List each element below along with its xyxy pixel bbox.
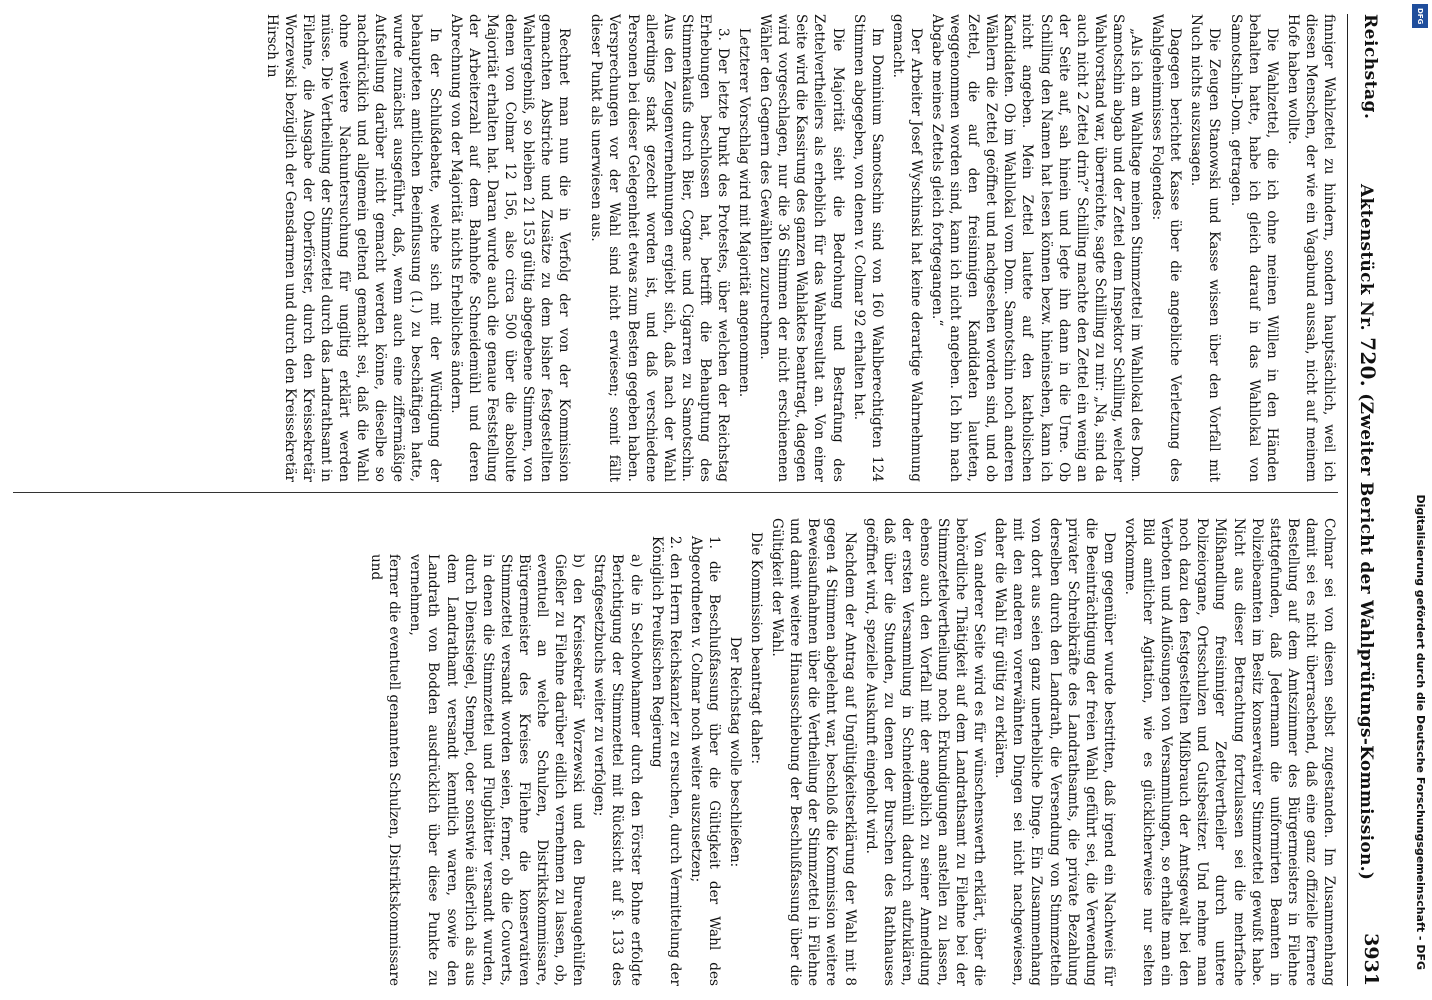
header-title — [1356, 184, 1380, 880]
list-item: a) die in Selchowhammer durch den Förster Bohne erfolgte Berichtigung der Stimmzettel mit Rücksicht auf §. 133 des Strafgesetzbuchs weiter zu verfolgen; — [591, 554, 644, 986]
paragraph: Dagegen berichtet Kasse über die angebliche Verletzung des Wahlgeheimnisses Folgendes: — [1149, 14, 1184, 482]
paragraph: „Als ich am Wahltage meinen Stimmzettel im Wahllokal des Dom. Samotschin abgab und der Zettel dem Inspektor Schilling, welcher Wahlvorstand war, überreichte, sagte Schilling zu mir: „Na, sind da auch nicht 2 Zettel drin?“ Schilling machte den Zettel ein wenig an der Seite auf, sah hinein und legte ihn dann in die Urne. Ob Schilling den Namen hat lesen können bezw. hineinsehen, kann ich nicht angeben. Mein Zettel lautete auf den katholischen Kandidaten. Ob im Wahllokal vom Dom. Samotschin noch anderen Wählern die Zettel geöffnet und nachgesehen worden sind, und ob Zettel, die auf den freisinnigen Kandidaten lauteten, weggenommen worden sind, kann ich nicht angeben. Ich bin nach Abgabe meines Zettels gleich fortgegangen.“ — [929, 14, 1145, 482]
paragraph: Die Wahlzettel, die ich ohne meinen Willen in den Händen behalten hatte, habe ich gleich darauf in das Wahllokal von Samotschin-Dom. getragen. — [1227, 14, 1280, 482]
paragraph: In der Schlußdebatte, welche sich mit der Würdigung der behaupteten amtlichen Beeinflussung (1.) zu beschäftigen hatte, wurde zunächst ausgeführt, daß, wenn auch eine ziffermäßige Aufstellung darüber nicht gemacht werden könne, dieselbe so nachdrücklich und allgemein geltend gemacht sei, daß die Wahl ohne weitere Nachuntersuchung für ungiltig erklärt werden müsse. Die Vertheilung der Stimmzettel durch das Landrathsamt in Filehne, die Ausgabe der Oberförster, durch den Kreissekretär Worzewski bezüglich der Gensdarmen und durch den Kreissekretär Hirsch in — [263, 14, 443, 482]
paragraph: Die Kommission beantragt daher: — [748, 532, 765, 765]
paragraph: Letzterer Vorschlag wird mit Majorität angenommen. — [736, 28, 753, 398]
list-item: ferner die eventuell genannten Schulzen, Distriktskommissare und — [368, 554, 403, 986]
paragraph: Der Arbeiter Josef Wyschinski hat keine derartige Wahrnehmung gemacht. — [889, 14, 924, 482]
header-title-text: (Zweiter Bericht der Wahlprüfungs-Kommission.) — [1356, 387, 1376, 881]
paragraph: Colmar sei von diesen selbst zugestanden. Im Zusammenhang damit sei es nicht überraschend, daß eine ganz offizielle fernere Bestellung auf dem Amtszimmer des Bürgermeisters in Filehne stattgefunden, daß Jedermann die uniformirten Beamten in Polizeibeamten im Besitz konservativer Stimmzettel gewußt habe. Nicht aus dieser Betrachtung fortzulassen sei die mehrfache Mißhandlung freisinniger Zettelvertheiler durch untere Polizeiorgane, Ortsschulzen und Gutsbesitzer. Und nehme man noch dazu den festgestellten Mißbrauch der Amtsgewalt bei den Verboten und Auflösungen von Versammlungen, so erhalte man ein Bild amtlicher Agitation, wie es glücklicherweise nur selten vorkomme. — [1121, 518, 1337, 986]
right-column — [13, 518, 1338, 986]
column-divider — [13, 492, 1338, 493]
paragraph: Nachdem der Antrag auf Ungültigkeitserklärung der Wahl mit 8 gegen 4 Stimmen abgelehnt war, beschloß die Kommission weitere Beweisaufnahmen über die Vertheilung der Stimmzettel in Filehne und damit weitere Hinausschiebung der Beschlußfassung über die Gültigkeit der Wahl. — [769, 518, 858, 986]
paragraph: Von anderer Seite wird es für wünschenswerth erklärt, über die behördliche Thätigkeit auf dem Landrathsamt zu Filehne bei der Stimmzettelvertheilung noch Erkundigungen anstellen zu lassen, ebenso auch den Vorfall mit der angeblich zu seiner Anmeldung der ersten Versammlung in Schneidemühl dadurch aufzuklären, daß über die Stunden, zu denen der Burschen des Rathhauses geöffnet wird, spezielle Auskunft eingeholt wird. — [862, 518, 988, 986]
digitization-footer — [1410, 0, 1430, 1000]
header-title-prefix: Aktenstück Nr. — [1356, 184, 1376, 338]
page-number: 3931 — [1360, 933, 1382, 986]
header-rule — [1347, 14, 1348, 986]
dfg-logo: DFG — [1412, 4, 1428, 28]
page-header — [1348, 14, 1388, 986]
left-column — [13, 14, 1338, 482]
paragraph: Im Dominium Samotschin sind von 160 Wahlberechtigten 124 Stimmen abgegeben, von denen v. Colmar 92 erhalten hat. — [850, 14, 885, 482]
resolution-heading: Der Reichstag wolle beschließen: — [727, 636, 743, 868]
document-number: 720. — [1356, 337, 1380, 388]
paragraph: finniger Wahlzettel zu hindern, sondern hauptsächlich, weil ich diesen Menschen, der wie ein Vagabund aussah, nicht auf meinem Hofe haben wollte. — [1284, 14, 1337, 482]
paragraph: Rechnet man nun die in Verfolg der von der Kommission gemachten Abstriche und Zusätze zu dem bisher festgestellten Wahlergebniß, so bleiben 21 153 gültig abgegebene Stimmen, von denen von Colmar 12 156, also circa 500 über die absolute Majorität erhalten hat. Daran wurde auch die genaue Feststellung der Arbeiterzahl auf dem Bahnhofe Schneidemühl und deren Abrechnung von der Majorität nichts Erhebliches ändern. — [447, 14, 573, 482]
list-item: b) den Kreissekretär Worzewski und den Bureaugehülfen Gießler zu Filehne darüber eidlich vernehmen zu lassen, ob, eventuell an welche Schulzen, Distriktskommissare, Bürgermeister des Kreises Filehne die konservativen Stimmzettel versandt worden seien, ferner, ob die Couverts, in denen die Stimmzettel und Flugblätter versandt wurden, durch Dienstsiegel, Stempel, oder sonstwie äußerlich als aus dem Landrathamt versandt kenntlich waren, sowie den Landrath von Bodden ausdrücklich über diese Punkte zu vernehmen, — [407, 554, 587, 986]
list-item: 2. den Herrn Reichskanzler zu ersuchen, durch Vermittelung der Königlich Preußischen Regierung — [648, 536, 683, 986]
paragraph: Die Majorität sieht die Bedrohung und Bestrafung des Zettelvertheilers als erheblich für das Wahlresultat an. Von einer Seite wird die Kassirung des ganzen Wahlaktes beantragt, dagegen wird vorgeschlagen, nur die 36 Stimmen der nicht erschienenen Wähler den Gegnern des Gewählten zuzurechnen. — [757, 14, 846, 482]
paragraph: Die Zeugen Stanowski und Kasse wissen über den Vorfall mit Nuch nichts auszusagen. — [1188, 14, 1223, 482]
paragraph: 3. Der letzte Punkt des Protestes, über welchen der Reichstag Erhebungen beschlossen hat, betrifft die Behauptung des Stimmenkaufs durch Bier, Cognac und Cigarren zu Samotschin. Aus den Zeugenvernehmungen ergiebt sich, daß nach der Wahl allerdings stark gezecht worden ist, und daß verschiedene Personen bei dieser Gelegenheit etwas zum Besten gegeben haben. Versprechungen vor der Wahl sind nicht erwiesen; somit fällt dieser Punkt als unerwiesen aus. — [588, 14, 731, 482]
paragraph: Dem gegenüber wurde bestritten, daß irgend ein Nachweis für die Beeinträchtigung der freien Wahl geführt sei, die Verwendung privater Schreibkräfte des Landrathsamts, die private Bezahlung derselben durch den Landrath, die Versendung von Stimmzetteln von dort aus seien ganz unerhebliche Dinge. Ein Zusammenhang mit den anderen vorerwähnten Dingen sei nicht nachgewiesen, daher die Wahl für gültig zu erklären. — [992, 518, 1117, 986]
list-item: 1. die Beschlußfassung über die Gültigkeit der Wahl des Abgeordneten v. Colmar noch weiter auszusetzen; — [687, 536, 722, 986]
header-left: Reichstag. — [1360, 14, 1380, 120]
digitization-note: Digitalisierung gefördert durch die Deutsche Forschungsgemeinschaft - DFG — [1414, 494, 1427, 970]
